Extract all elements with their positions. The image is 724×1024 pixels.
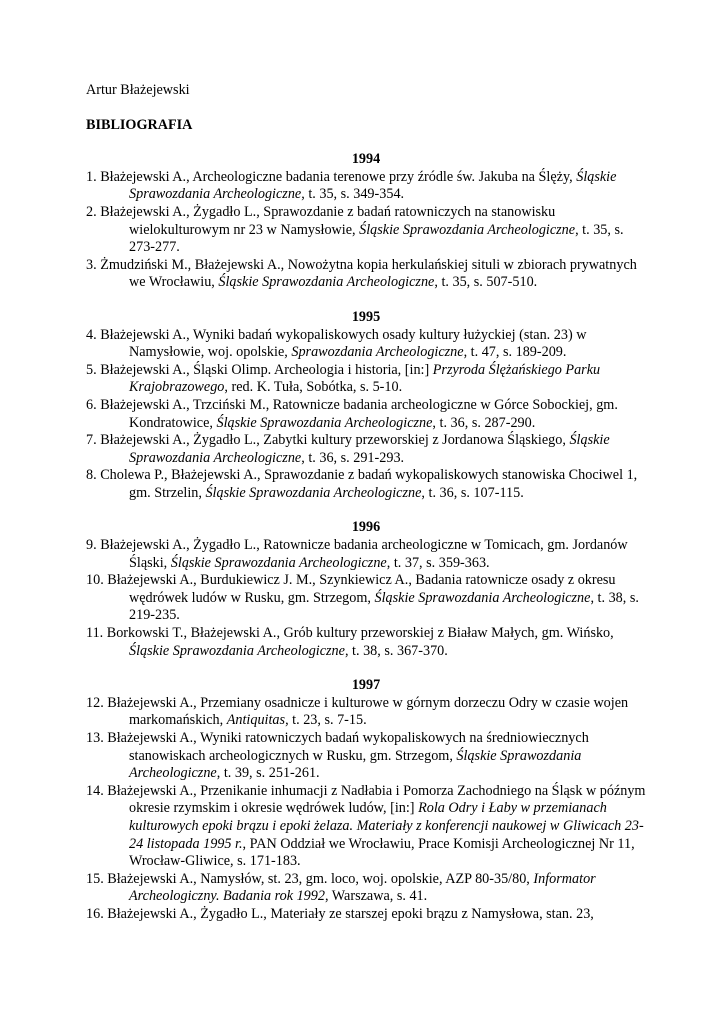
entry-text: 3. Żmudziński M., Błażejewski A., Nowożytna kopia herkulańskiej situli w zbiorach prywatnych we Wrocławiu, <box>86 256 637 291</box>
entry-details: , t. 35, s. 273-277. <box>129 221 624 256</box>
entry-details: , t. 37, s. 359-363. <box>386 554 490 571</box>
bibliography-entry <box>86 362 646 397</box>
entry-details: , t. 23, s. 7-15. <box>285 712 367 729</box>
entry-publication-title: Sprawozdania Archeologiczne <box>291 344 464 361</box>
year-heading: 1994 <box>351 151 381 168</box>
entry-details: , red. K. Tuła, Sobótka, s. 5-10. <box>224 379 403 396</box>
entry-text: 10. Błażejewski A., Burdukiewicz J. M., Szynkiewicz A., Badania ratownicze osady z okresu wędrówek ludów w Rusku, gm. Strzegom, <box>86 572 616 606</box>
year-heading: 1997 <box>351 677 381 694</box>
entry-publication-title: Śląskie Sprawozdania Archeologiczne <box>218 274 435 291</box>
year-section-1995 <box>86 309 646 503</box>
bibliography-entry <box>86 730 646 783</box>
entry-text: 16. Błażejewski A., Żygadło L., Materiały ze starszej epoki brązu z Namysłowa, stan. 23, <box>86 905 594 922</box>
entry-publication-title: Antiquitas <box>226 712 286 729</box>
bibliography-entry <box>86 327 646 362</box>
bibliography-entry <box>86 257 646 292</box>
entry-details: , t. 36, s. 107-115. <box>421 484 524 501</box>
bibliography-entry <box>86 397 646 432</box>
year-section-1997 <box>86 677 646 923</box>
entry-text: 1. Błażejewski A., Archeologiczne badania terenowe przy źródle św. Jakuba na Ślęży, <box>86 168 577 185</box>
entry-publication-title: Śląskie Sprawozdania Archeologiczne <box>359 221 576 238</box>
bibliography-entry <box>86 871 646 906</box>
bibliography-entry <box>86 169 646 204</box>
entry-details: , PAN Oddział we Wrocławiu, Prace Komisji Archeologicznej Nr 11, Wrocław-Gliwice, s. 171-183. <box>129 835 635 870</box>
entry-text: 8. Cholewa P., Błażejewski A., Sprawozdanie z badań wykopaliskowych stanowiska Chociwel 1, gm. Strzelin, <box>86 467 638 501</box>
entry-publication-title: Śląskie Sprawozdania Archeologiczne <box>129 168 617 203</box>
entry-publication-title: Śląskie Sprawozdania Archeologiczne <box>129 432 610 466</box>
year-heading: 1995 <box>351 308 381 325</box>
author-name: Artur Błażejewski <box>86 82 190 98</box>
bibliography-entry <box>86 906 646 924</box>
bibliography-entry <box>86 625 646 660</box>
entry-text: 7. Błażejewski A., Żygadło L., Zabytki kultury przeworskiej z Jordanowa Śląskiego, <box>86 432 570 449</box>
entry-publication-title: Przyroda Ślężańskiego Parku Krajobrazowego <box>129 361 601 396</box>
entry-text: 13. Błażejewski A., Wyniki ratowniczych badań wykopaliskowych na średniowiecznych stanowiskach archeologicznych w Rusku, gm. Strzegom, <box>86 730 589 764</box>
entry-details: , t. 36, s. 291-293. <box>301 449 405 466</box>
bibliography-entry <box>86 204 646 257</box>
bibliography-entry <box>86 467 646 502</box>
entry-publication-title: Rola Odry i Łaby w przemianach kulturowych epoki brązu i epoki żelaza. Materiały z konferencji naukowej w Gliwicach 23-24 listopada 1995 r. <box>129 800 644 852</box>
bibliography-sections <box>86 151 646 923</box>
entry-text: 4. Błażejewski A., Wyniki badań wykopaliskowych osady kultury łużyckiej (stan. 23) w Namysłowie, woj. opolskie, <box>86 326 587 361</box>
entry-publication-title: Śląskie Sprawozdania Archeologiczne <box>374 589 591 606</box>
entry-details: , t. 39, s. 251-261. <box>216 765 320 782</box>
entry-text: 2. Błażejewski A., Żygadło L., Sprawozdanie z badań ratowniczych na stanowisku wielokulturowym nr 23 w Namysłowie, <box>86 203 556 238</box>
entry-details: , t. 35, s. 349-354. <box>301 186 405 203</box>
bibliography-entry <box>86 572 646 625</box>
entry-publication-title: Śląskie Sprawozdania Archeologiczne <box>205 484 422 501</box>
entry-details: , t. 35, s. 507-510. <box>434 274 538 291</box>
bibliography-entry <box>86 695 646 730</box>
entry-text: 15. Błażejewski A., Namysłów, st. 23, gm. loco, woj. opolskie, AZP 80-35/80, <box>86 870 534 887</box>
year-heading: 1996 <box>351 519 381 536</box>
entry-text: 5. Błażejewski A., Śląski Olimp. Archeologia i historia, [in:] <box>86 361 433 378</box>
entry-publication-title: Śląskie Sprawozdania Archeologiczne <box>129 747 582 782</box>
bibliography-entry <box>86 783 646 871</box>
document-title: BIBLIOGRAFIA <box>86 116 193 133</box>
entry-text: 14. Błażejewski A., Przenikanie inhumacji z Nadłabia i Pomorza Zachodniego na Śląsk w późnym okresie rzymskim i okresie wędrówek ludów, [in:] <box>86 782 646 817</box>
entry-details: , t. 38, s. 219-235. <box>129 589 639 624</box>
entry-text: 9. Błażejewski A., Żygadło L., Ratownicze badania archeologiczne w Tomicach, gm. Jordanów Śląski, <box>86 537 628 571</box>
entry-text: 11. Borkowski T., Błażejewski A., Grób kultury przeworskiej z Biaław Małych, gm. Wińsko, <box>86 625 614 642</box>
entry-details: , Warszawa, s. 41. <box>324 888 428 905</box>
bibliography-entry <box>86 432 646 467</box>
entry-publication-title: Śląskie Sprawozdania Archeologiczne <box>129 642 345 659</box>
entry-text: 12. Błażejewski A., Przemiany osadnicze i kulturowe w górnym dorzeczu Odry w czasie wojen markomańskich, <box>86 694 629 729</box>
year-section-1994 <box>86 151 646 292</box>
entry-details: , t. 36, s. 287-290. <box>432 414 536 431</box>
year-section-1996 <box>86 519 646 660</box>
entry-publication-title: Śląskie Sprawozdania Archeologiczne <box>216 414 433 431</box>
bibliography-entry <box>86 537 646 572</box>
entry-publication-title: Śląskie Sprawozdania Archeologiczne <box>170 554 387 571</box>
entry-details: , t. 38, s. 367-370. <box>344 642 448 659</box>
entry-details: , t. 47, s. 189-209. <box>463 344 567 361</box>
entry-publication-title: Informator Archeologiczny. Badania rok 1992 <box>129 870 596 905</box>
document-page <box>86 82 646 941</box>
entry-text: 6. Błażejewski A., Trzciński M., Ratownicze badania archeologiczne w Górce Sobockiej, gm. Kondratowice, <box>86 396 618 431</box>
